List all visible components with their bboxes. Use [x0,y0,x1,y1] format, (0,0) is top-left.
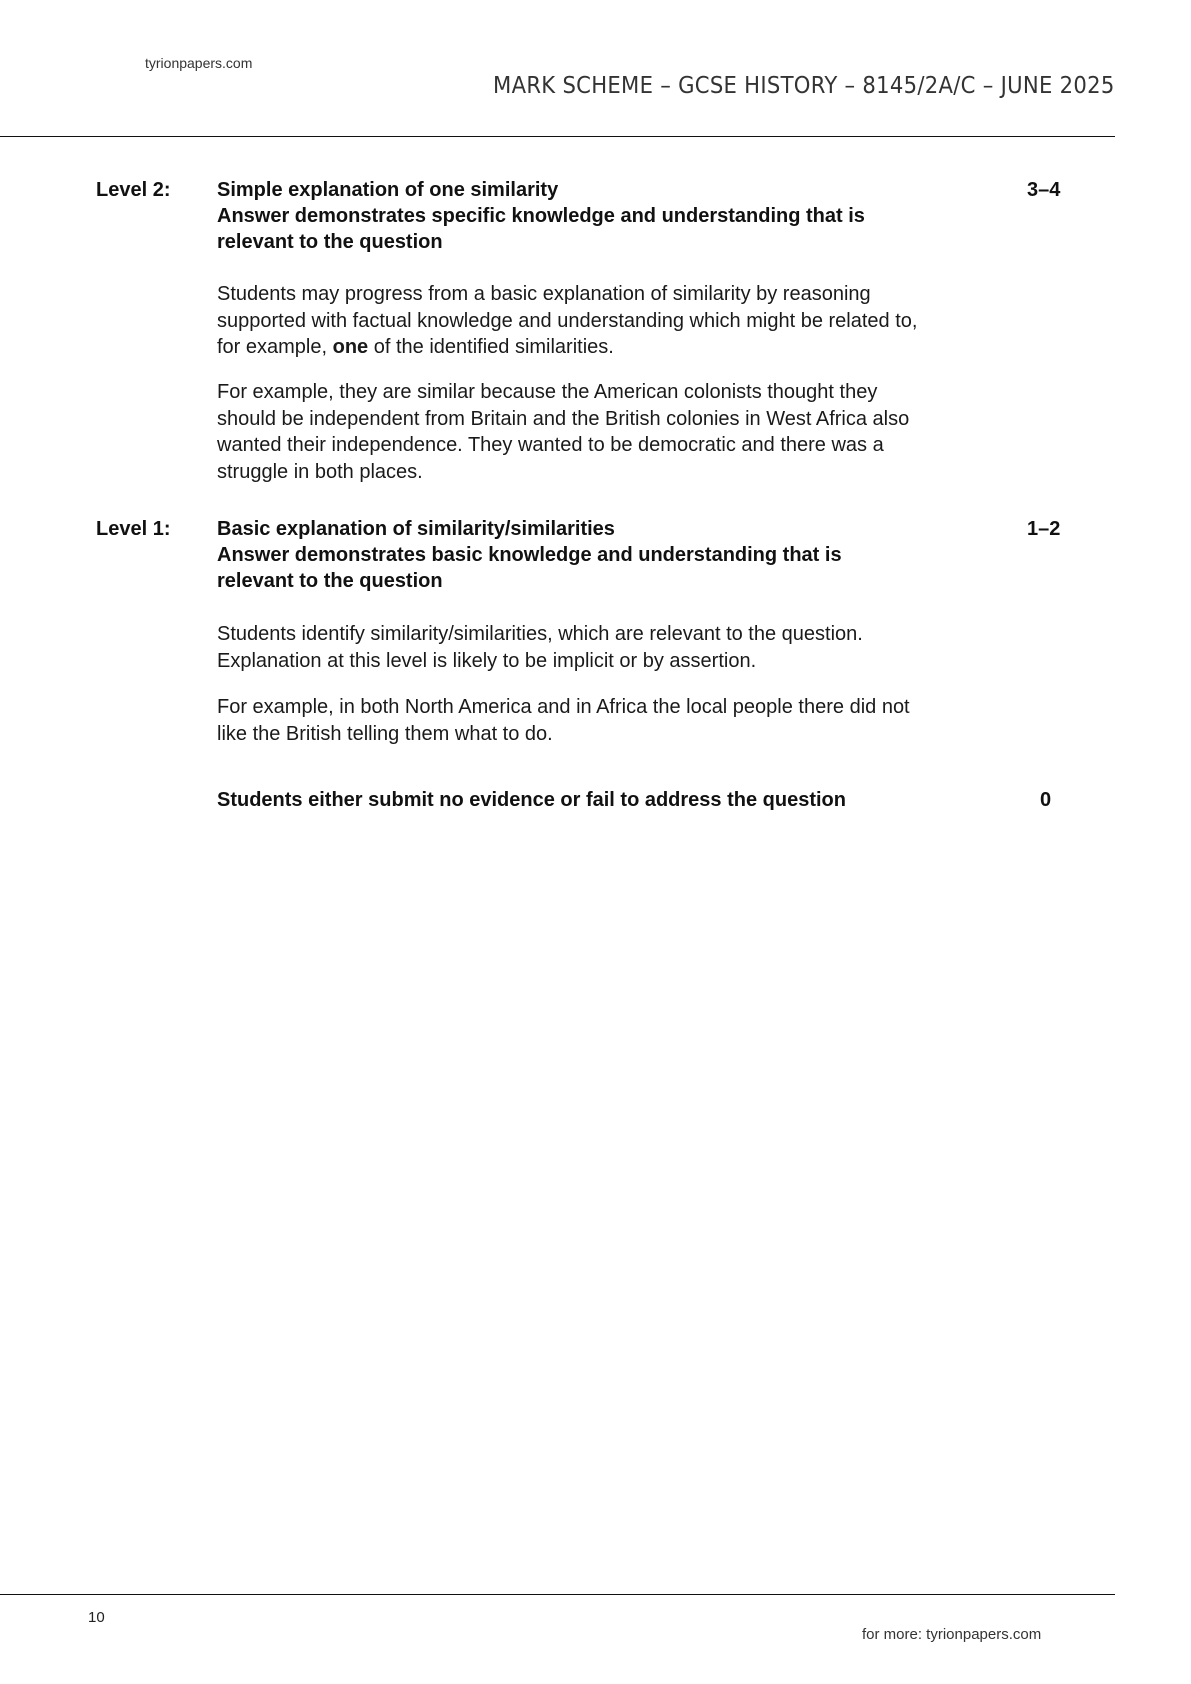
level-heading [217,177,977,255]
level-heading-line: Simple explanation of one similarity [217,179,559,201]
level-marks: 1–2 [1027,518,1061,540]
paragraph-line: For example, they are similar because the American colonists thought they [217,381,878,403]
level-label: Level 2: [96,179,171,201]
header-divider [0,136,1115,137]
page-header-title: MARK SCHEME – GCSE HISTORY – 8145/2A/C – JUNE 2025 [493,73,1115,99]
level-heading-line: Answer demonstrates specific knowledge and understanding that is [217,205,865,227]
level-heading-line: relevant to the question [217,570,443,592]
paragraph-line: struggle in both places. [217,460,423,483]
level-heading-line: relevant to the question [217,231,443,253]
paragraph-line: should be independent from Britain and the British colonies in West Africa also [217,407,910,430]
paragraph-line: For example, in both North America and in Africa the local people there did not [217,696,910,718]
paragraph-text: for example, [217,336,333,358]
level-marks: 3–4 [1027,179,1061,201]
paragraph-line: supported with factual knowledge and understanding which might be related to, [217,309,918,332]
level-heading-line: Basic explanation of similarity/similarities [217,518,615,540]
site-watermark: tyrionpapers.com [145,55,253,71]
paragraph-line: Students identify similarity/similarities, which are relevant to the question. [217,623,863,645]
zero-marks-descriptor: Students either submit no evidence or fail to address the question [217,789,846,811]
emphasis-text: one [332,336,369,358]
paragraph-line: Students may progress from a basic explanation of similarity by reasoning [217,283,871,305]
level-descriptor-paragraph [217,281,1007,361]
paragraph-line: wanted their independence. They wanted to be democratic and there was a [217,434,884,456]
page-number: 10 [88,1609,105,1626]
example-paragraph [217,694,1007,747]
footer-divider [0,1594,1115,1595]
paragraph-line: like the British telling them what to do. [217,722,553,745]
zero-marks-value: 0 [1040,789,1052,811]
paragraph-line: Explanation at this level is likely to be implicit or by assertion. [217,649,757,672]
paragraph-line [217,334,1007,361]
level-label: Level 1: [96,518,171,540]
footer-link-text: for more: tyrionpapers.com [862,1626,1042,1643]
level-descriptor-paragraph [217,621,1007,674]
paragraph-text: of the identified similarities. [368,336,614,358]
level-heading-line: Answer demonstrates basic knowledge and understanding that is [217,544,842,566]
example-paragraph [217,379,1007,485]
level-heading [217,516,977,594]
